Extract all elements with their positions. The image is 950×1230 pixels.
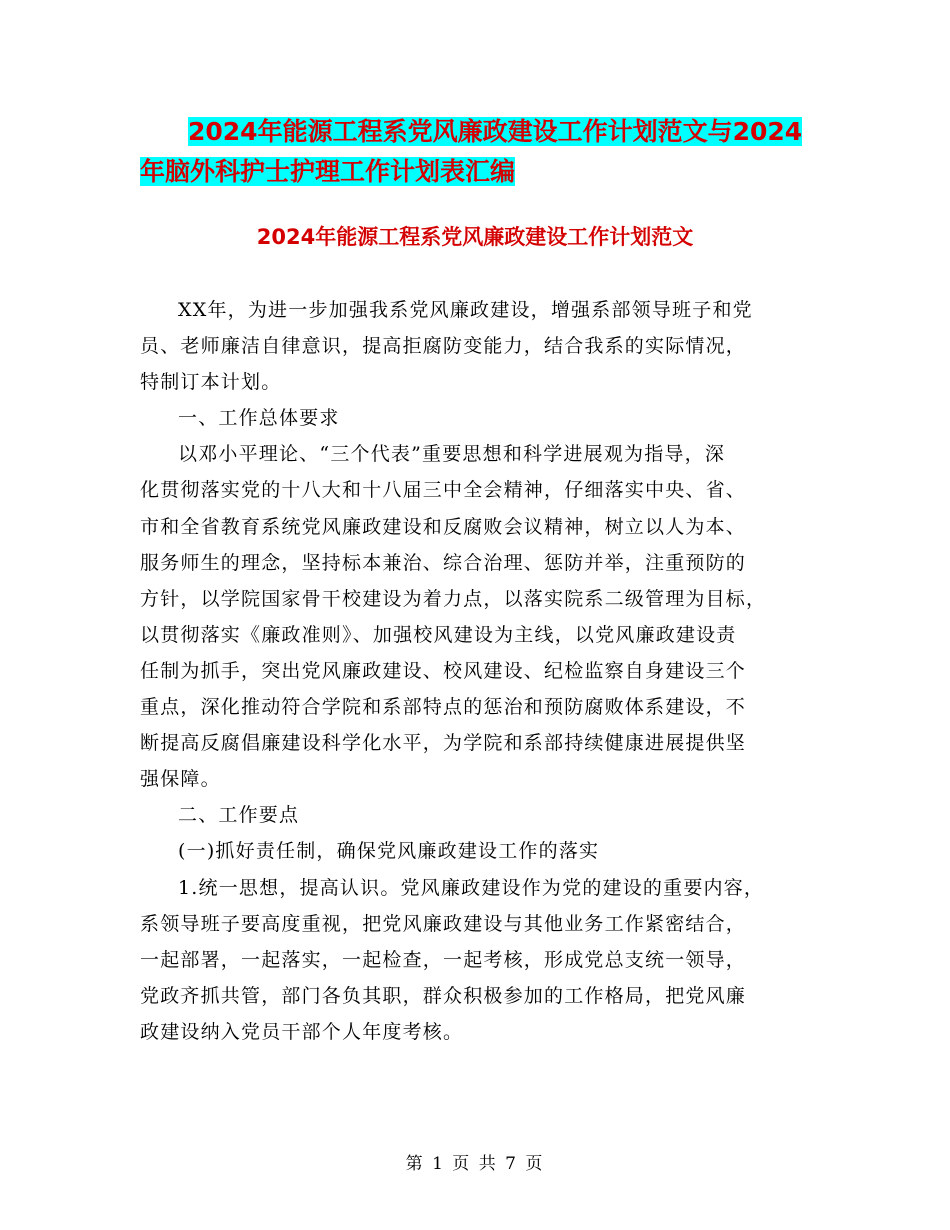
section-title: 2024年能源工程系党风廉政建设工作计划范文 xyxy=(256,225,694,249)
document-body xyxy=(140,292,820,1050)
page-number-footer: 第 1 页 共 7 页 xyxy=(405,1154,545,1174)
paragraph-line: 市和全省教育系统党风廉政建设和反腐败会议精神，树立以人为本、 xyxy=(140,515,747,538)
paragraph-line: 政建设纳入党员干部个人年度考核。 xyxy=(140,1020,464,1043)
paragraph-line: 任制为抓手，突出党风廉政建设、校风建设、纪检监察自身建设三个 xyxy=(140,659,747,682)
paragraph-line: 重点，深化推动符合学院和系部特点的惩治和预防腐败体系建设，不 xyxy=(140,696,747,719)
heading-work-requirements: 一、工作总体要求 xyxy=(178,407,340,430)
paragraph-line: 员、老师廉洁自律意识，提高拒腐防变能力，结合我系的实际情况， xyxy=(140,335,747,358)
paragraph-line: 强保障。 xyxy=(140,768,221,791)
paragraph-line: 服务师生的理念，坚持标本兼治、综合治理、惩防并举，注重预防的 xyxy=(140,551,747,574)
paragraph-line: 断提高反腐倡廉建设科学化水平，为学院和系部持续健康进展提供坚 xyxy=(140,732,747,755)
paragraph-line: 特制订本计划。 xyxy=(140,371,282,394)
paragraph-line: 化贯彻落实党的十八大和十八届三中全会精神，仔细落实中央、省、 xyxy=(140,479,747,502)
heading-work-points: 二、工作要点 xyxy=(178,804,300,827)
document-title xyxy=(140,112,840,192)
paragraph-line: 1.统一思想，提高认识。党风廉政建设作为党的建设的重要内容， xyxy=(178,876,765,899)
paragraph-line: 以贯彻落实《廉政准则》、加强校风建设为主线，以党风廉政建设责 xyxy=(140,623,737,646)
title-line-1: 2024年能源工程系党风廉政建设工作计划范文与2024 xyxy=(188,117,803,146)
paragraph-line: XX年，为进一步加强我系党风廉政建设，增强系部领导班子和党 xyxy=(178,299,753,321)
paragraph-line: 方针，以学院国家骨干校建设为着力点，以落实院系二级管理为目标， xyxy=(140,587,767,610)
paragraph-line: 党政齐抓共管，部门各负其职，群众积极参加的工作格局，把党风廉 xyxy=(140,984,747,1007)
heading-responsibility: (一)抓好责任制，确保党风廉政建设工作的落实 xyxy=(178,840,600,863)
paragraph-line: 系领导班子要高度重视，把党风廉政建设与其他业务工作紧密结合， xyxy=(140,912,747,935)
paragraph-line: 一起部署，一起落实，一起检查，一起考核，形成党总支统一领导， xyxy=(140,948,747,971)
title-line-2: 年脑外科护士护理工作计划表汇编 xyxy=(140,157,516,186)
paragraph-line: 以邓小平理论、“三个代表”重要思想和科学进展观为指导，深 xyxy=(178,443,726,466)
